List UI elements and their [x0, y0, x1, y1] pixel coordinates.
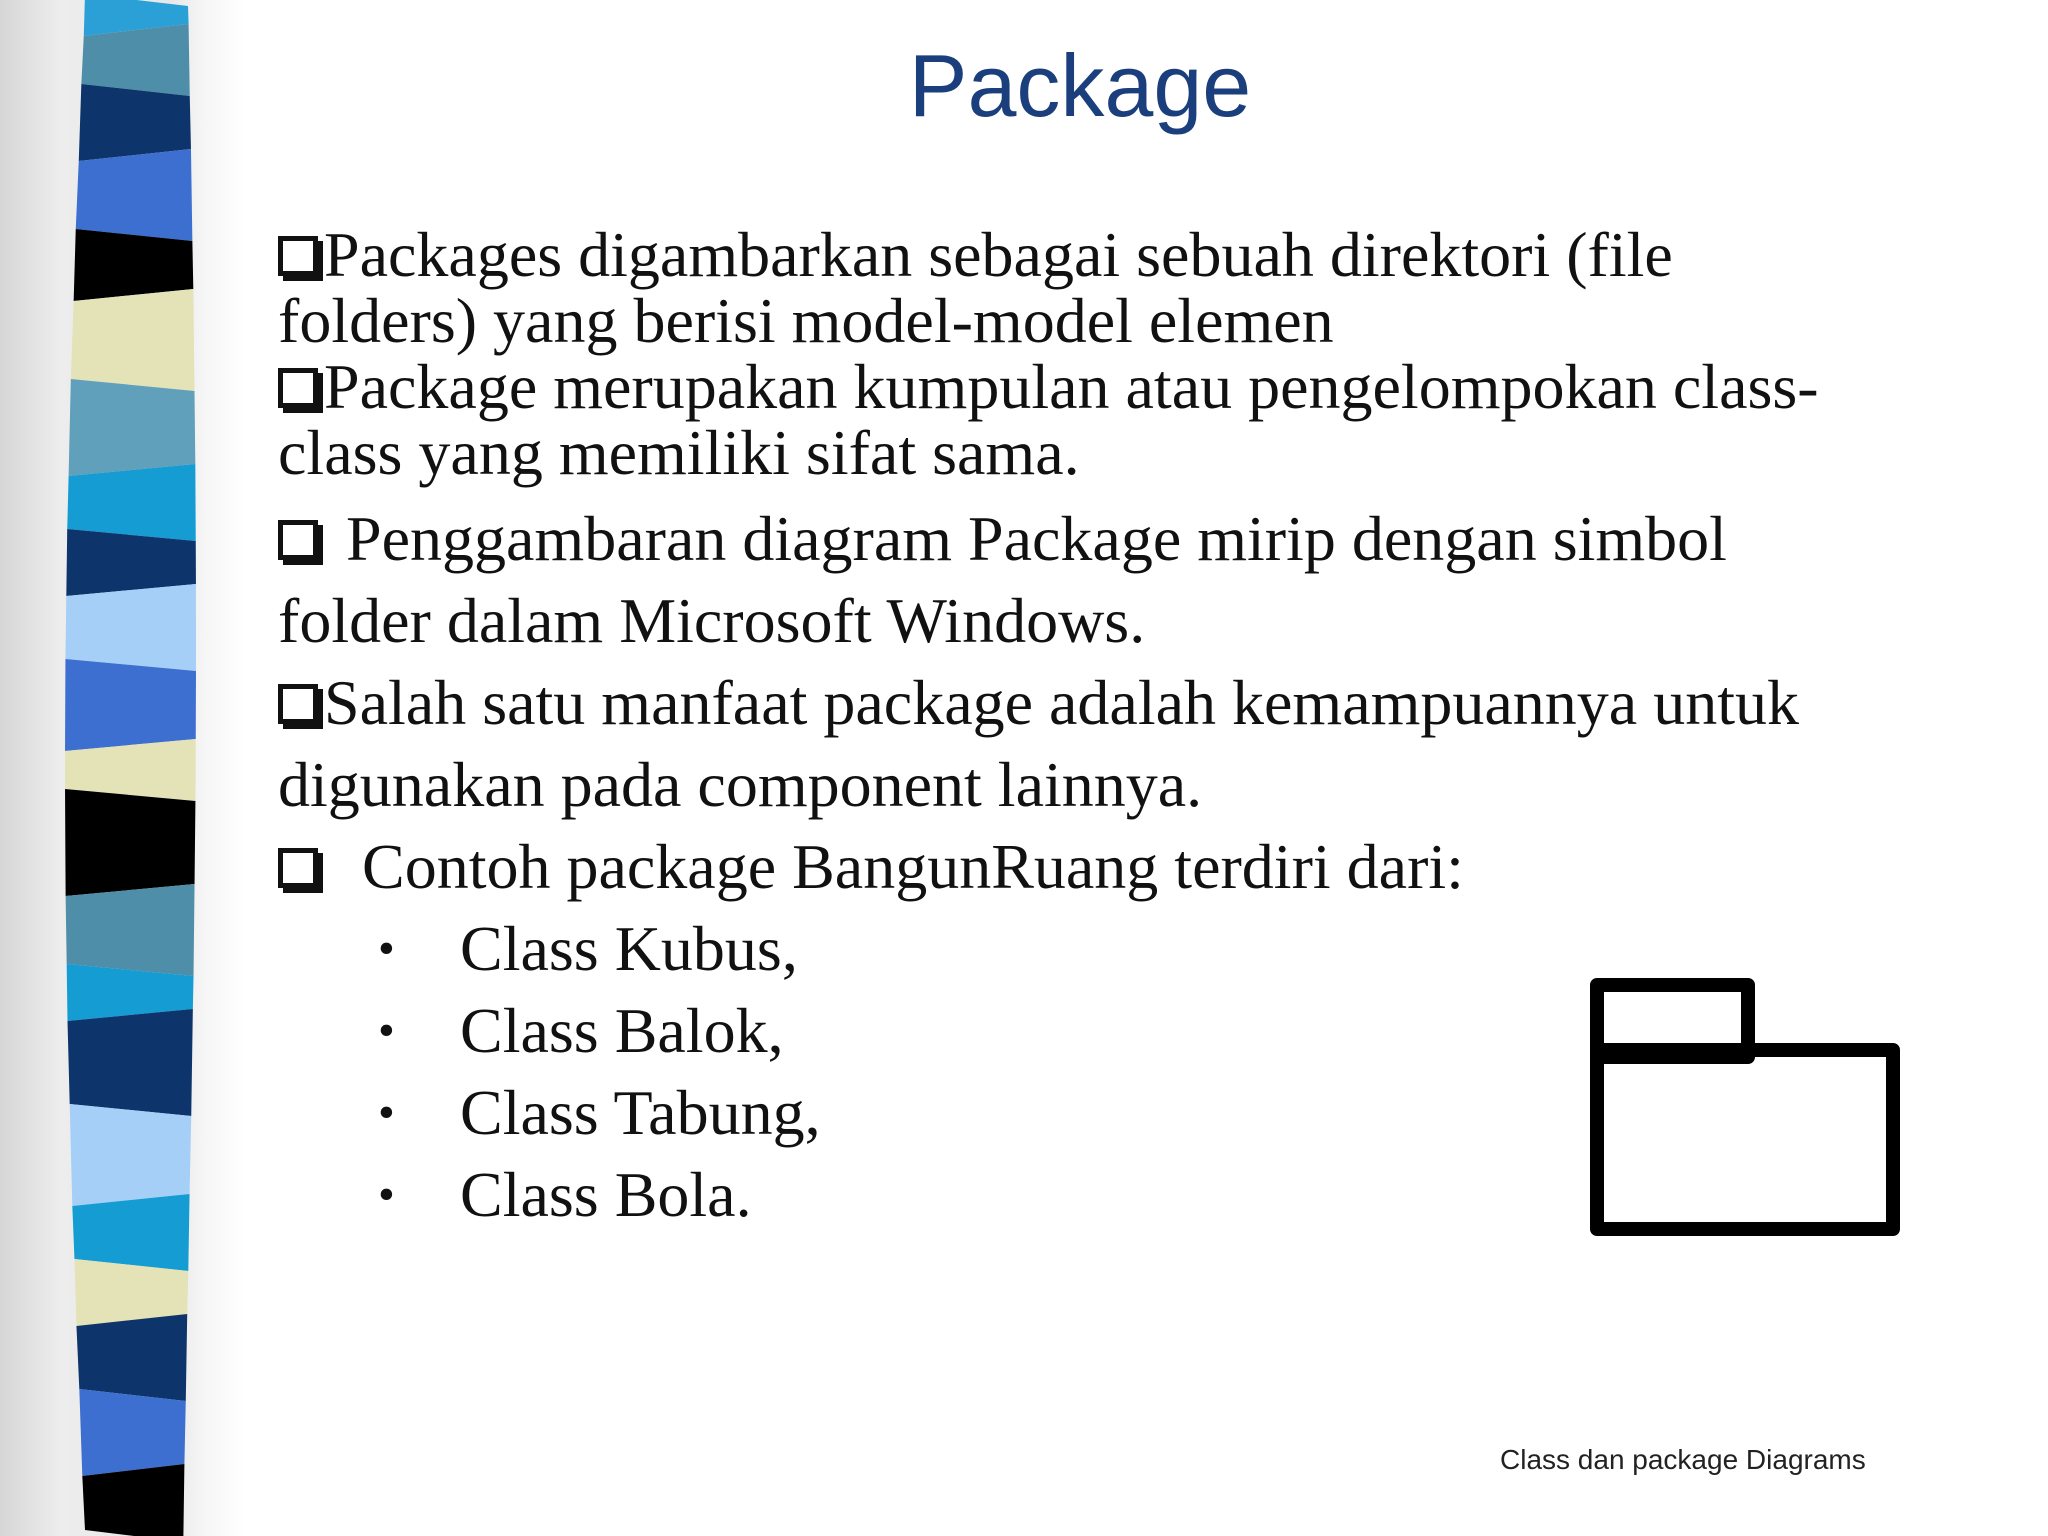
ribbon-stripe — [65, 789, 195, 896]
ribbon-stripe — [79, 1389, 185, 1476]
paragraph-contoh — [278, 826, 1878, 908]
ribbon-stripe — [76, 149, 193, 241]
square-checkbox-icon — [278, 848, 318, 888]
paragraph-text: Salah satu manfaat package adalah kemampuannya untuk digunakan pada component lainnya. — [278, 667, 1799, 820]
list-item-text: Class Kubus, — [460, 913, 798, 984]
ribbon-stripe — [65, 584, 196, 671]
paragraph-kumpulan — [278, 351, 1878, 488]
ribbon-stripe — [76, 1314, 187, 1401]
paragraph-text: Penggambaran diagram Package mirip dengan simbol folder dalam Microsoft Windows. — [278, 503, 1727, 656]
ribbon-stripe — [79, 84, 191, 161]
paragraph-text: Contoh package BangunRuang terdiri dari: — [362, 831, 1464, 902]
paragraph-manfaat — [278, 662, 1878, 826]
square-checkbox-icon — [278, 684, 318, 724]
slide-footer: Class dan package Diagrams — [1500, 1444, 1866, 1475]
package-folder-icon — [1590, 978, 1900, 1236]
ribbon-stripe — [72, 1194, 189, 1271]
bullet-icon: • — [378, 1086, 395, 1139]
ribbon-stripe — [67, 1009, 192, 1116]
ribbon-stripe — [70, 1104, 192, 1206]
ribbon-stripe — [74, 229, 194, 301]
paragraph-packages — [278, 219, 1878, 356]
square-checkbox-icon — [278, 368, 318, 408]
square-checkbox-icon — [278, 236, 318, 276]
ribbon-stripe — [81, 24, 189, 96]
list-item-text: Class Balok, — [460, 995, 784, 1066]
ribbon-stripe — [69, 379, 196, 476]
bullet-icon: • — [378, 922, 395, 975]
list-item-text: Class Tabung, — [460, 1077, 821, 1148]
square-checkbox-icon — [278, 520, 318, 560]
ribbon-stripe — [71, 289, 195, 391]
paragraph-penggambaran — [278, 498, 1878, 662]
ribbon-stripe — [67, 464, 196, 541]
bullet-icon: • — [378, 1168, 395, 1221]
ribbon-stripe — [65, 659, 196, 751]
slide-title: Package — [908, 36, 1252, 135]
ribbon-stripe — [82, 1464, 184, 1536]
ribbon-stripe — [66, 884, 195, 976]
decorative-ribbon — [0, 0, 250, 1536]
bullet-icon: • — [378, 1004, 395, 1057]
paragraph-text: Packages digambarkan sebagai sebuah direktori (file folders) yang berisi model-model elemen — [278, 219, 1673, 356]
paragraph-text: Package merupakan kumpulan atau pengelompokan class-class yang memiliki sifat sama. — [278, 351, 1819, 488]
list-item-text: Class Bola. — [460, 1159, 752, 1230]
